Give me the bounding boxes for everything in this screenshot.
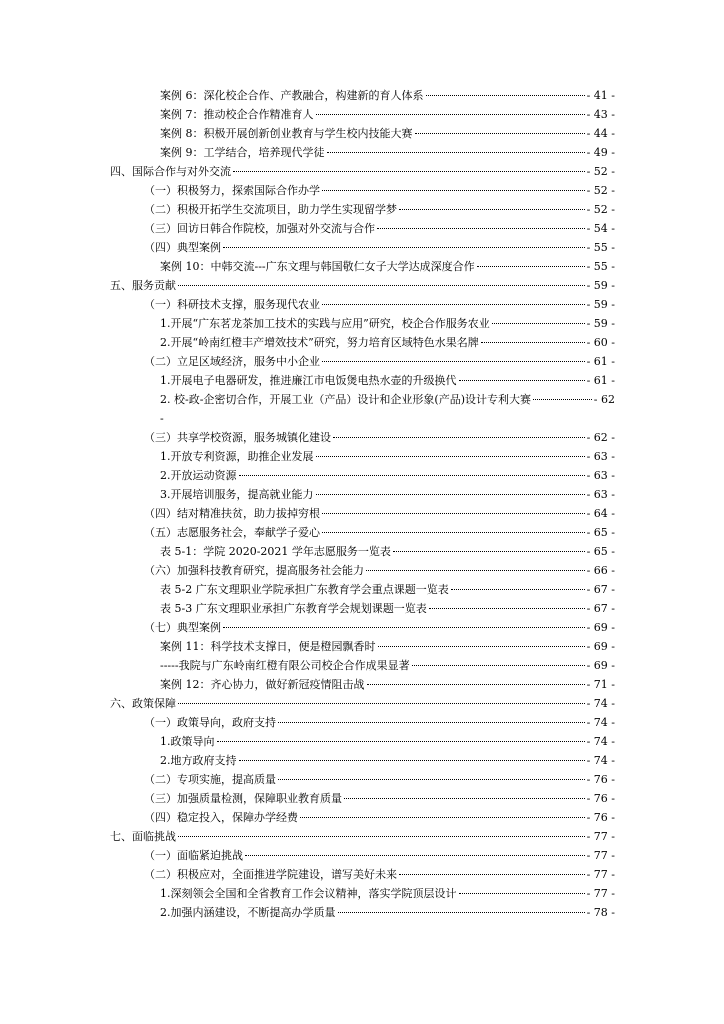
toc-entry[interactable]: [0, 846, 724, 865]
dot-leader: [223, 627, 585, 628]
dot-leader: [393, 551, 585, 552]
toc-page-number: - 78 -: [586, 906, 615, 919]
toc-page-number: - 55 -: [586, 260, 615, 273]
toc-entry[interactable]: [0, 447, 724, 466]
dot-leader: [344, 798, 585, 799]
toc-page-number: - 62: [593, 393, 615, 406]
toc-page-number: - 59 -: [586, 298, 615, 311]
toc-page-number: - 63 -: [586, 450, 615, 463]
toc-entry[interactable]: [0, 352, 724, 371]
toc-page-number: - 74 -: [586, 735, 615, 748]
toc-page-number: - 63 -: [586, 469, 615, 482]
toc-entry-title: -----我院与广东岭南红橙有限公司校企合作成果显著: [160, 659, 410, 672]
toc-entry-title: 1.开展电子电器研发，推进廉江市电饭煲电热水壶的升级换代: [160, 374, 457, 387]
toc-page-number: - 69 -: [586, 621, 615, 634]
dot-leader: [426, 95, 585, 96]
dot-leader: [239, 475, 585, 476]
toc-page-number: - 61 -: [586, 374, 615, 387]
toc-entry-title: （一）积极努力，探索国际合作办学: [144, 184, 320, 197]
toc-entry[interactable]: [0, 770, 724, 789]
toc-page-number: - 52 -: [586, 184, 615, 197]
toc-entry[interactable]: [0, 485, 724, 504]
dot-leader: [217, 741, 585, 742]
toc-entry-title: （四）结对精准扶贫，助力拔掉穷根: [144, 507, 320, 520]
toc-entry-title: （七）典型案例: [144, 621, 221, 634]
toc-page-number: - 59 -: [586, 317, 615, 330]
toc-entry[interactable]: [0, 561, 724, 580]
toc-page-number: - 77 -: [586, 830, 615, 843]
toc-entry[interactable]: [0, 599, 724, 618]
dot-leader: [327, 152, 585, 153]
toc-entry[interactable]: [0, 86, 724, 105]
toc-entry-title: 2. 校-政-企密切合作，开展工业（产品）设计和企业形象(产品)设计专利大赛: [160, 393, 532, 406]
toc-entry-title: 1.深刻领会全国和全省教育工作会议精神，落实学院顶层设计: [160, 887, 457, 900]
dot-leader: [322, 190, 585, 191]
dot-leader: [322, 513, 585, 514]
toc-entry[interactable]: [0, 238, 724, 257]
toc-entry[interactable]: [0, 808, 724, 827]
toc-entry[interactable]: [0, 618, 724, 637]
dot-leader: [333, 437, 585, 438]
toc-page-number: - 61 -: [586, 355, 615, 368]
toc-entry[interactable]: [0, 124, 724, 143]
dot-leader: [316, 494, 585, 495]
toc-entry[interactable]: [0, 542, 724, 561]
toc-entry[interactable]: [0, 732, 724, 751]
toc-entry[interactable]: [0, 371, 724, 390]
toc-entry-title: （二）专项实施，提高质量: [144, 773, 276, 786]
dot-leader: [399, 209, 585, 210]
toc-entry-title: 案例 12：齐心协力，做好新冠疫情阻击战: [160, 678, 365, 691]
toc-page-number: - 77 -: [586, 887, 615, 900]
dot-leader: [367, 684, 585, 685]
toc-page-number: - 69 -: [586, 659, 615, 672]
toc-page-number: - 76 -: [586, 792, 615, 805]
toc-entry[interactable]: [0, 200, 724, 219]
toc-entry-title: 案例 11：科学技术支撑日，便是橙园飘香时: [160, 640, 376, 653]
toc-entry[interactable]: [0, 675, 724, 694]
dot-leader: [178, 703, 585, 704]
toc-entry-title: （四）典型案例: [144, 241, 221, 254]
dot-leader: [481, 342, 585, 343]
toc-entry[interactable]: [0, 504, 724, 523]
toc-entry[interactable]: [0, 390, 724, 409]
toc-entry[interactable]: [0, 789, 724, 808]
toc-entry-title: 表 5-1：学院 2020-2021 学年志愿服务一览表: [160, 545, 391, 558]
dot-leader: [178, 836, 585, 837]
toc-entry-title: 四、国际合作与对外交流: [110, 165, 231, 178]
toc-entry-title: 2.加强内涵建设，不断提高办学质量: [160, 906, 336, 919]
toc-page-number: - 67 -: [586, 583, 615, 596]
dot-leader: [316, 456, 585, 457]
toc-entry-title: 3.开展培训服务，提高就业能力: [160, 488, 314, 501]
toc-page-number: - 76 -: [586, 811, 615, 824]
toc-entry[interactable]: [0, 865, 724, 884]
toc-entry[interactable]: [0, 276, 724, 295]
toc-entry-title: 六、政策保障: [110, 697, 176, 710]
dot-leader: [378, 646, 585, 647]
toc-entry-title: 1.开放专利资源，助推企业发展: [160, 450, 314, 463]
toc-entry[interactable]: [0, 219, 724, 238]
toc-page-number: - 77 -: [586, 849, 615, 862]
toc-entry[interactable]: [0, 713, 724, 732]
toc-entry-title: 案例 6：深化校企合作、产教融合，构建新的育人体系: [160, 89, 424, 102]
dot-leader: [300, 817, 585, 818]
toc-page-number: - 62 -: [586, 431, 615, 444]
toc-entry[interactable]: [0, 314, 724, 333]
toc-page-number: - 44 -: [586, 127, 615, 140]
dot-leader: [412, 665, 585, 666]
toc-entry-title: 1.开展“广东茗龙茶加工技术的实践与应用”研究，校企合作服务农业: [160, 317, 490, 330]
dot-leader: [338, 912, 585, 913]
toc-entry-title: （一）科研技术支撑，服务现代农业: [144, 298, 320, 311]
toc-entry-title: 1.政策导向: [160, 735, 215, 748]
dot-leader: [233, 171, 585, 172]
toc-entry[interactable]: [0, 162, 724, 181]
toc-entry[interactable]: [0, 694, 724, 713]
toc-entry[interactable]: [0, 656, 724, 675]
dot-leader: [533, 399, 592, 400]
dot-leader: [451, 589, 585, 590]
dot-leader: [415, 133, 585, 134]
toc-entry-title: 表 5-2 广东文理职业学院承担广东教育学会重点课题一览表: [160, 583, 449, 596]
toc-page-number: - 64 -: [586, 507, 615, 520]
dot-leader: [377, 228, 585, 229]
toc-entry-title: 表 5-3 广东文理职业承担广东教育学会规划课题一览表: [160, 602, 427, 615]
toc-entry-title: （三）共享学校资源，服务城镇化建设: [144, 431, 331, 444]
toc-page-number: - 65 -: [586, 526, 615, 539]
toc-entry-title: 案例 8：积极开展创新创业教育与学生校内技能大赛: [160, 127, 413, 140]
toc-page-number: - 59 -: [586, 279, 615, 292]
toc-page-number: - 41 -: [586, 89, 615, 102]
toc-page-number: - 77 -: [586, 868, 615, 881]
toc-page-number: - 71 -: [586, 678, 615, 691]
toc-entry[interactable]: [0, 884, 724, 903]
toc-entry[interactable]: [0, 637, 724, 656]
toc-entry-title: （四）稳定投入，保障办学经费: [144, 811, 298, 824]
toc-page-number: - 60 -: [586, 336, 615, 349]
toc-page-number: - 69 -: [586, 640, 615, 653]
dot-leader: [178, 285, 585, 286]
dot-leader: [239, 760, 585, 761]
dot-leader: [459, 380, 585, 381]
dot-leader: [322, 304, 585, 305]
toc-entry[interactable]: [0, 903, 724, 922]
toc-entry-title: （五）志愿服务社会，奉献学子爱心: [144, 526, 320, 539]
toc-entry[interactable]: [0, 751, 724, 770]
dot-leader: [399, 874, 585, 875]
toc-page-number: - 74 -: [586, 697, 615, 710]
toc-page-number: - 52 -: [586, 165, 615, 178]
toc-page-number: - 66 -: [586, 564, 615, 577]
toc-entry[interactable]: [0, 580, 724, 599]
toc-page-number: - 67 -: [586, 602, 615, 615]
dot-leader: [316, 114, 585, 115]
toc-entry-title: （一）政策导向，政府支持: [144, 716, 276, 729]
toc-page-number: - 74 -: [586, 716, 615, 729]
toc-entry[interactable]: [0, 295, 724, 314]
toc-entry-title: 2.开放运动资源: [160, 469, 237, 482]
dot-leader: [322, 361, 585, 362]
toc-entry-title: 2.开展“岭南红橙丰产增效技术”研究，努力培育区域特色水果名牌: [160, 336, 479, 349]
dot-leader: [278, 722, 585, 723]
toc-entry-title: 案例 10：中韩交流---广东文理与韩国敬仁女子大学达成深度合作: [160, 260, 475, 273]
toc-entry-title: 五、服务贡献: [110, 279, 176, 292]
toc-wrap-tail: -: [160, 412, 164, 425]
toc-entry[interactable]: [0, 428, 724, 447]
toc-entry-title: 案例 7：推动校企合作精准育人: [160, 108, 314, 121]
toc-page-number: - 43 -: [586, 108, 615, 121]
dot-leader: [429, 608, 585, 609]
toc-entry[interactable]: [0, 105, 724, 124]
toc-entry-title: （一）面临紧迫挑战: [144, 849, 243, 862]
toc-entry[interactable]: [0, 333, 724, 352]
toc-entry-title: 2.地方政府支持: [160, 754, 237, 767]
dot-leader: [223, 247, 585, 248]
dot-leader: [366, 570, 585, 571]
dot-leader: [477, 266, 585, 267]
toc-page-number: - 65 -: [586, 545, 615, 558]
toc-page-number: - 52 -: [586, 203, 615, 216]
toc-entry-title: （三）加强质量检测，保障职业教育质量: [144, 792, 342, 805]
toc-entry-title: 案例 9：工学结合，培养现代学徒: [160, 146, 325, 159]
toc-page-number: - 63 -: [586, 488, 615, 501]
dot-leader: [278, 779, 585, 780]
toc-entry-title: （二）立足区域经济，服务中小企业: [144, 355, 320, 368]
toc-page-number: - 76 -: [586, 773, 615, 786]
dot-leader: [492, 323, 585, 324]
toc-page-number: - 74 -: [586, 754, 615, 767]
toc-entry[interactable]: [0, 466, 724, 485]
toc-page-number: - 54 -: [586, 222, 615, 235]
toc-page-number: - 49 -: [586, 146, 615, 159]
dot-leader: [245, 855, 585, 856]
dot-leader: [322, 532, 585, 533]
toc-page-number: - 55 -: [586, 241, 615, 254]
dot-leader: [459, 893, 585, 894]
toc-entry-title: （三）回访日韩合作院校，加强对外交流与合作: [144, 222, 375, 235]
toc-entry-title: 七、面临挑战: [110, 830, 176, 843]
toc-entry-title: （二）积极开拓学生交流项目，助力学生实现留学梦: [144, 203, 397, 216]
toc-entry-title: （二）积极应对，全面推进学院建设，谱写美好未来: [144, 868, 397, 881]
table-of-contents: [0, 86, 724, 922]
toc-entry[interactable]: [0, 827, 724, 846]
toc-entry[interactable]: [0, 143, 724, 162]
toc-entry[interactable]: [0, 181, 724, 200]
toc-entry[interactable]: [0, 523, 724, 542]
toc-entry-title: （六）加强科技教育研究，提高服务社会能力: [144, 564, 364, 577]
toc-entry[interactable]: [0, 257, 724, 276]
